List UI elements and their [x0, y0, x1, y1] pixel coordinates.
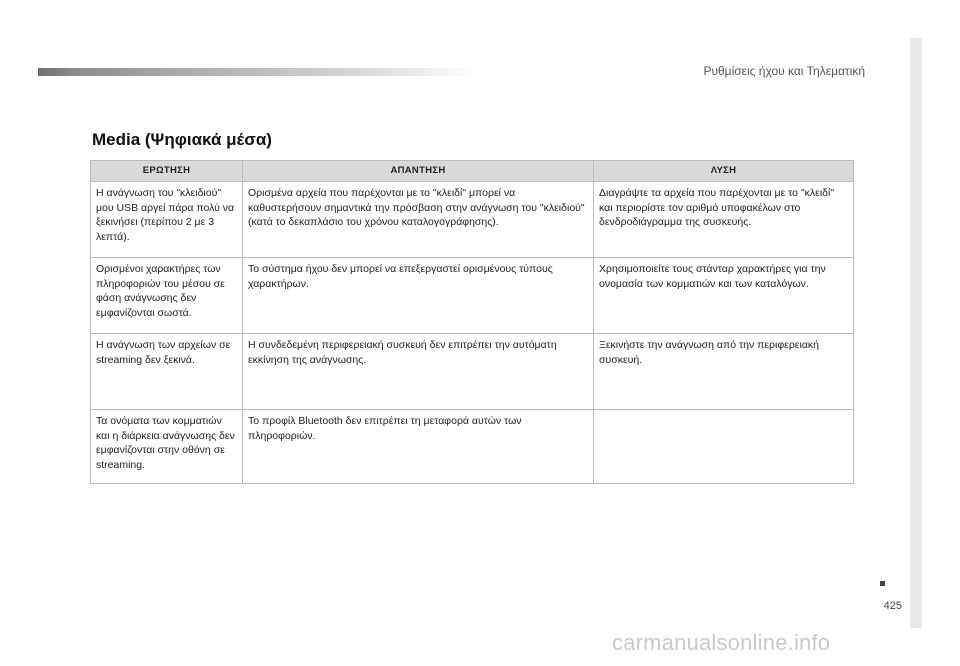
page-number: 425 [883, 600, 902, 612]
table-header-row [91, 161, 854, 182]
header-gradient-bar [38, 68, 478, 76]
question-cell: Τα ονόματα των κομματιών και η διάρκεια ανάγνωσης δεν εμφανίζονται στην οθόνη σε streaming. [91, 410, 243, 484]
table-row [91, 258, 854, 334]
column-header-question: ΕΡΩΤΗΣΗ [91, 161, 243, 182]
side-margin-strip [910, 38, 922, 628]
column-header-solution: ΛΥΣΗ [594, 161, 854, 182]
answer-cell: Το προφίλ Bluetooth δεν επιτρέπει τη μεταφορά αυτών των πληροφοριών. [243, 410, 594, 484]
faq-table [90, 160, 854, 484]
solution-cell: Διαγράψτε τα αρχεία που παρέχονται με το "κλειδί" και περιορίστε τον αριθμό υποφακέλων στο δενδροδιάγραμμα της συσκευής. [594, 182, 854, 258]
solution-cell: Χρησιμοποιείτε τους στάνταρ χαρακτήρες για την ονομασία των κομματιών και των καταλόγων. [594, 258, 854, 334]
chapter-title: Ρυθμίσεις ήχου και Τηλεματική [703, 64, 865, 78]
table-row [91, 182, 854, 258]
answer-cell: Η συνδεδεμένη περιφερειακή συσκευή δεν επιτρέπει την αυτόματη εκκίνηση της ανάγνωσης. [243, 334, 594, 410]
solution-cell [594, 410, 854, 484]
page-marker-square [880, 581, 885, 586]
solution-cell: Ξεκινήστε την ανάγνωση από την περιφερειακή συσκευή. [594, 334, 854, 410]
column-header-answer: ΑΠΑΝΤΗΣΗ [243, 161, 594, 182]
question-cell: Ορισμένοι χαρακτήρες των πληροφοριών του μέσου σε φάση ανάγνωσης δεν εμφανίζονται σωστά. [91, 258, 243, 334]
watermark-text: carmanualsonline.info [612, 630, 831, 655]
table-row [91, 334, 854, 410]
question-cell: Η ανάγνωση των αρχείων σε streaming δεν ξεκινά. [91, 334, 243, 410]
section-title: Media (Ψηφιακά μέσα) [92, 130, 272, 149]
answer-cell: Το σύστημα ήχου δεν μπορεί να επεξεργαστεί ορισμένους τύπους χαρακτήρων. [243, 258, 594, 334]
question-cell: Η ανάγνωση του "κλειδιού" μου USB αργεί πάρα πολύ να ξεκινήσει (περίπου 2 με 3 λεπτά). [91, 182, 243, 258]
answer-cell: Ορισμένα αρχεία που παρέχονται με το "κλειδί" μπορεί να καθυστερήσουν σημαντικά την πρόσβαση στην ανάγνωση του "κλειδιού" (κατά το δεκαπλάσιο του χρόνου καταλογογράφησης). [243, 182, 594, 258]
table-row [91, 410, 854, 484]
